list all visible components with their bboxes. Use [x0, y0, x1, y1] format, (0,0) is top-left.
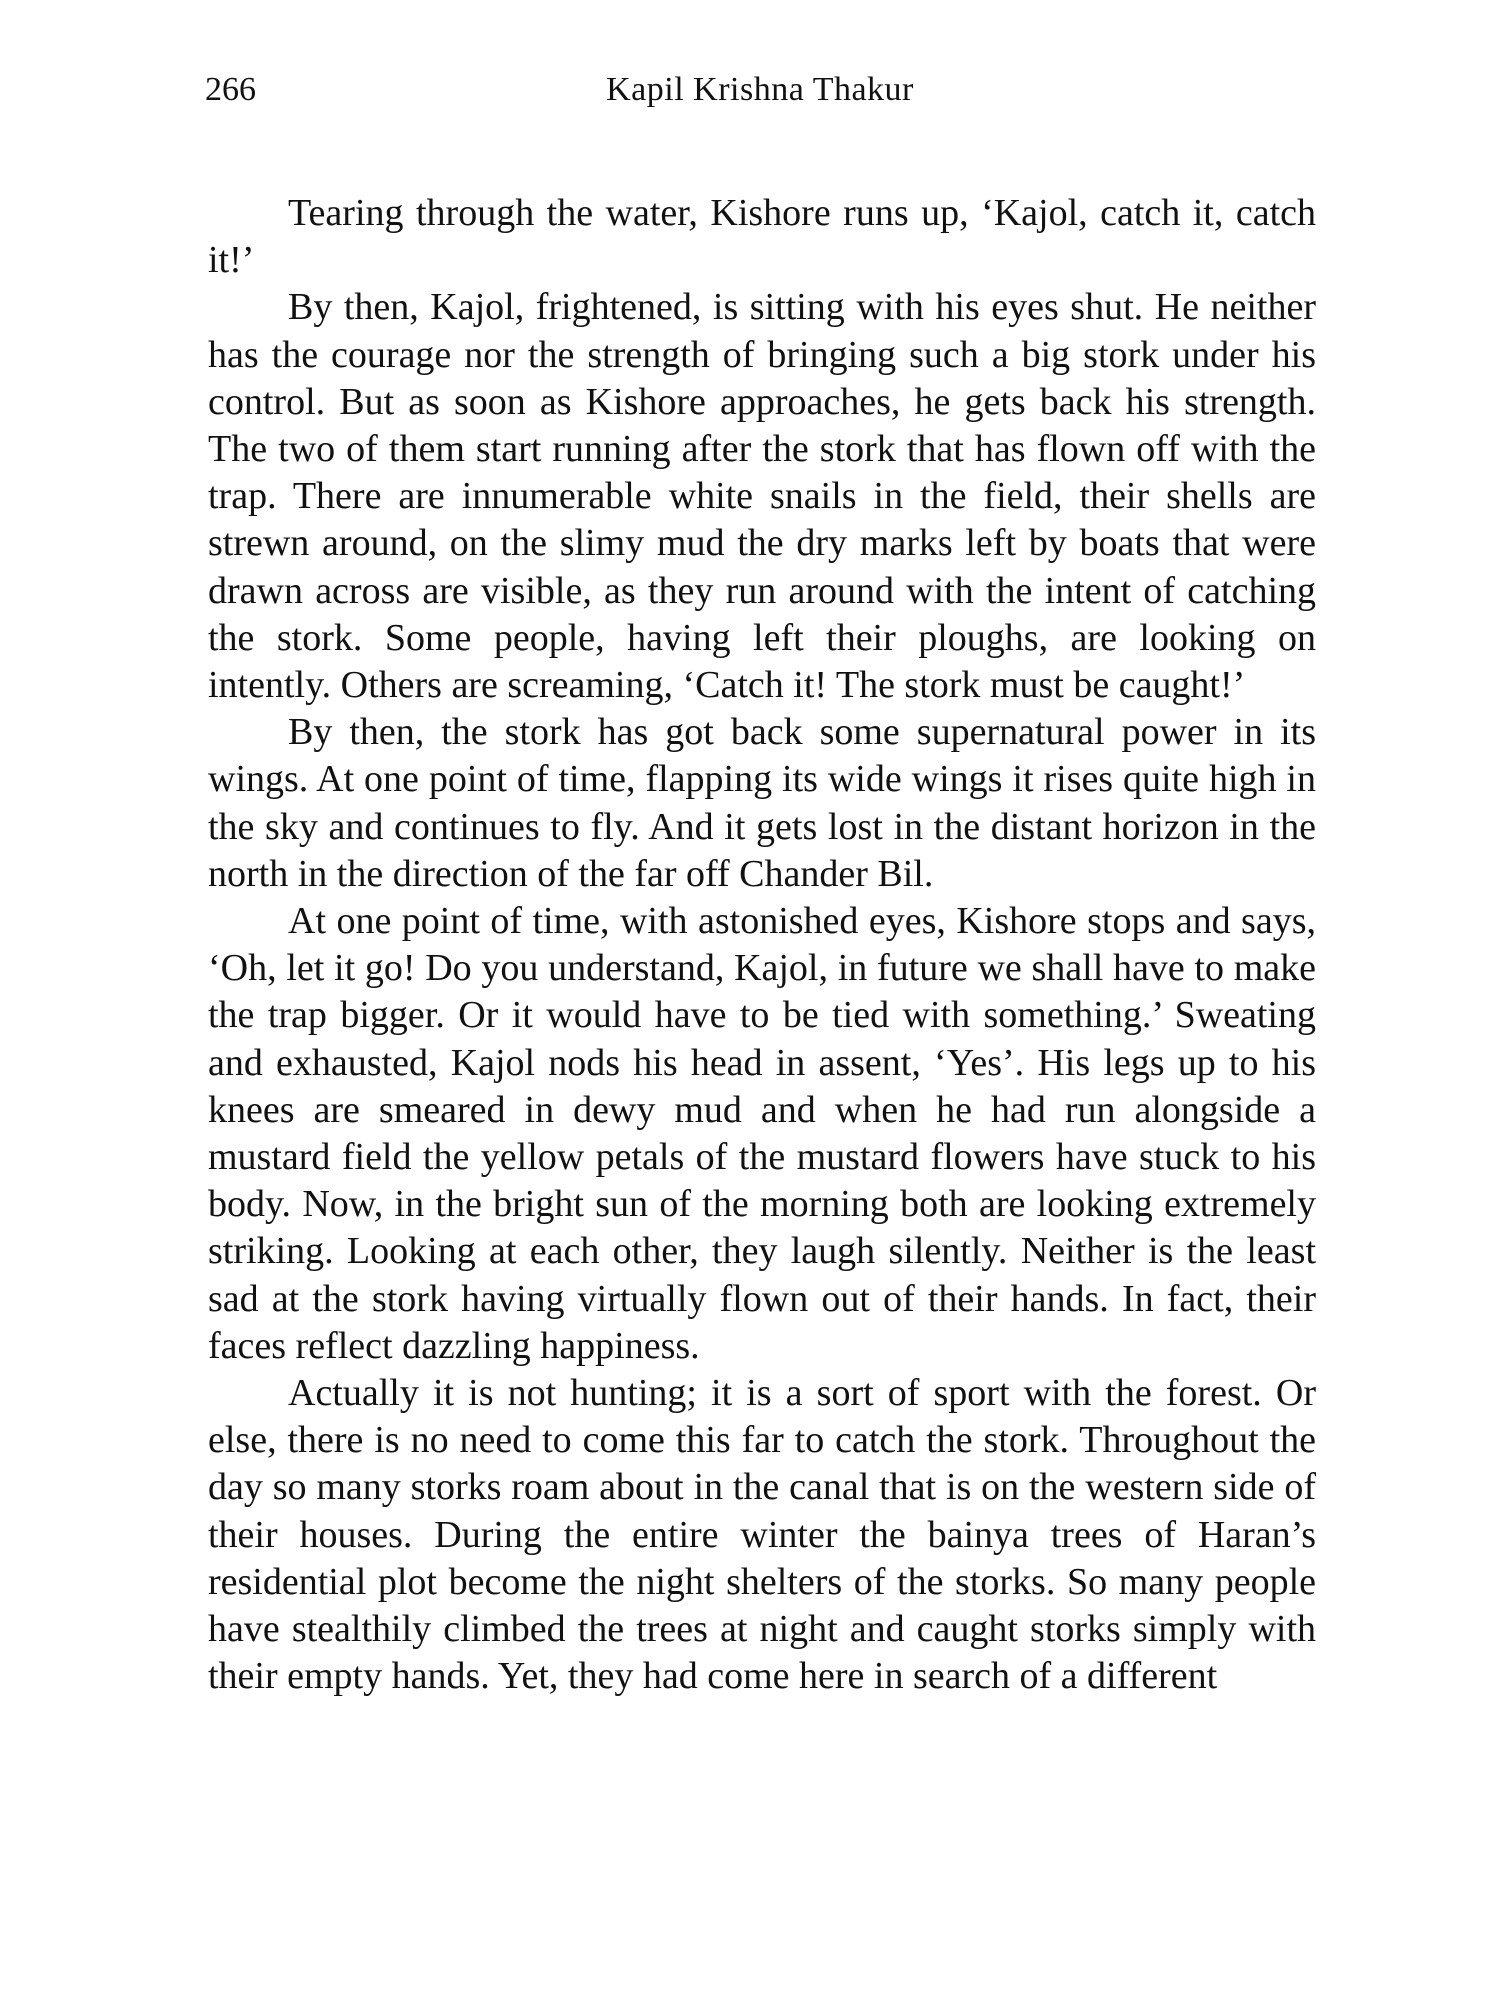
paragraph: By then, Kajol, frightened, is sitting with his eyes shut. He neither has the courage nor the strength of bringing such a big stork under his control. But as soon as Kishore approaches, he gets back his strength. The two of them start running after the stork that has flown off with the trap. There are innumerable white snails in the field, their shells are strewn around, on the slimy mud the dry marks left by boats that were drawn across are visible, as they run around with the intent of catching the stork. Some people, having left their ploughs, are looking on intently. Others are screaming, ‘Catch it! The stork must be caught!’: [208, 286, 1316, 707]
paragraph: Tearing through the water, Kishore runs up, ‘Kajol, catch it, catch it!’: [208, 192, 1316, 282]
running-title: Kapil Krishna Thakur: [606, 71, 914, 108]
paragraph: By then, the stork has got back some supernatural power in its wings. At one point of time, flapping its wide wings it rises quite high in the sky and continues to fly. And it gets lost in the distant horizon in the north in the direction of the far off Chander Bil.: [208, 711, 1316, 895]
running-head: [205, 70, 1315, 120]
page-number: 266: [205, 71, 256, 108]
paragraph: Actually it is not hunting; it is a sort of sport with the forest. Or else, there is no need to come this far to catch the stork. Throughout the day so many storks roam about in the canal that is on the western side of their houses. During the entire winter the bainya trees of Haran’s residential plot become the night shelters of the storks. So many people have stealthily climbed the trees at night and caught storks simply with their empty hands. Yet, they had come here in search of a different: [208, 1372, 1316, 1698]
body-text: [208, 190, 1316, 1701]
paragraph: At one point of time, with astonished eyes, Kishore stops and says, ‘Oh, let it go! Do you understand, Kajol, in future we shall have to make the trap bigger. Or it would have to be tied with something.’ Sweating and exhausted, Kajol nods his head in assent, ‘Yes’. His legs up to his knees are smeared in dewy mud and when he had run alongside a mustard field the yellow petals of the mustard flowers have stuck to his body. Now, in the bright sun of the morning both are looking extremely striking. Looking at each other, they laugh silently. Neither is the least sad at the stork having virtually flown out of their hands. In fact, their faces reflect dazzling happiness.: [208, 900, 1316, 1367]
